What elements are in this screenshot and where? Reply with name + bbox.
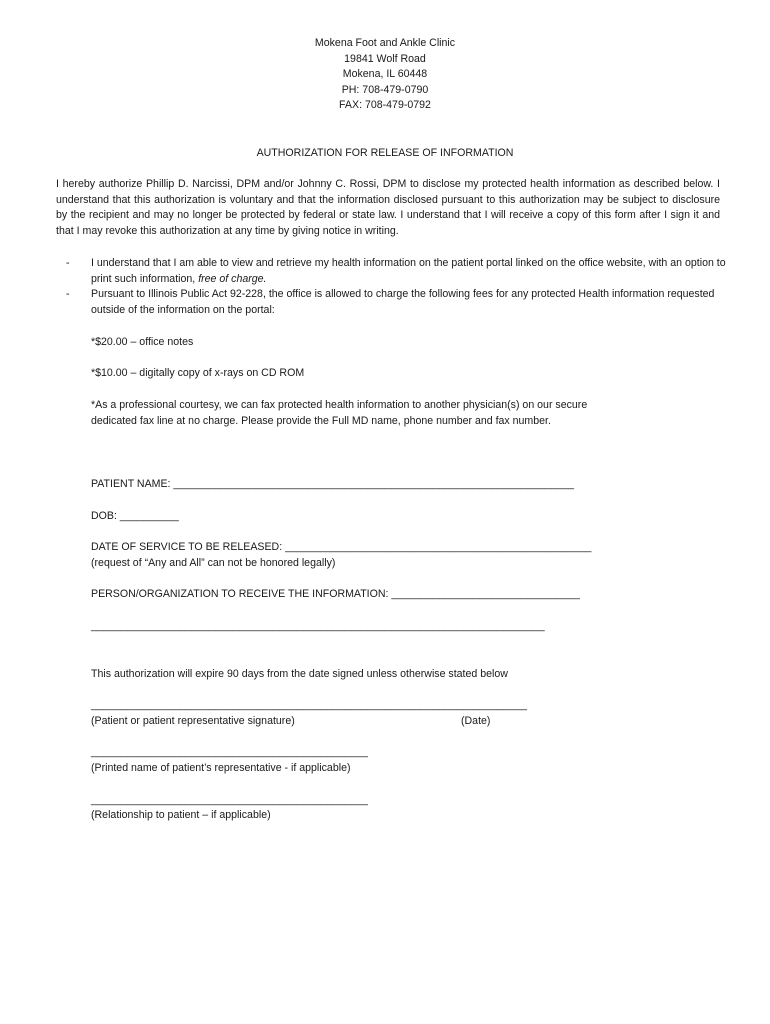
portal-text: I understand that I am able to view and retrieve my health information on the patient portal linked on the office website, with an option to print such information, <box>91 257 726 285</box>
clinic-header <box>0 36 770 114</box>
fax-courtesy-note: *As a professional courtesy, we can fax protected health information to another physician(s) on our secure dedicated fax line at no charge. Please provide the Full MD name, phone number and fax number. <box>91 399 588 427</box>
relationship-caption: (Relationship to patient – if applicable) <box>91 809 271 821</box>
bullet-list <box>56 256 731 318</box>
fee-xrays: *$10.00 – digitally copy of x-rays on CD ROM <box>91 367 305 379</box>
clinic-phone: PH: 708-479-0790 <box>341 83 429 96</box>
bullet-dash: - <box>66 257 70 269</box>
patient-name-field[interactable]: PATIENT NAME: ____________________________________________________________________ <box>91 478 575 490</box>
dob-field[interactable]: DOB: __________ <box>91 510 179 522</box>
signature-line[interactable]: __________________________________________________________________________ <box>91 699 527 711</box>
date-of-service-field[interactable]: DATE OF SERVICE TO BE RELEASED: ____________________________________________________ <box>91 541 592 553</box>
printed-name-line[interactable]: _______________________________________________ <box>91 746 368 758</box>
bullet-fees <box>56 287 731 318</box>
fees-text: Pursuant to Illinois Public Act 92-228, the office is allowed to charge the following fees for any protected Health information requested outside of the information on the portal: <box>91 288 715 316</box>
recipient-field-line2[interactable]: _____________________________________________________________________________ <box>91 620 545 632</box>
signature-caption: (Patient or patient representative signature) <box>91 715 295 727</box>
clinic-fax: FAX: 708-479-0792 <box>339 99 431 112</box>
form-title: AUTHORIZATION FOR RELEASE OF INFORMATION <box>256 147 514 159</box>
any-and-all-note: (request of “Any and All” can not be honored legally) <box>91 557 336 569</box>
relationship-line[interactable]: _______________________________________________ <box>91 794 368 806</box>
bullet-portal <box>56 256 731 287</box>
date-caption: (Date) <box>461 715 491 727</box>
intro-paragraph: I hereby authorize Phillip D. Narcissi, DPM and/or Johnny C. Rossi, DPM to disclose my protected health information as described below. I understand that this authorization is voluntary and that the information disclosed pursuant to this authorization may be subject to disclosure by the recipient and may no longer be protected by federal or state law. I understand that I will receive a copy of this form after I sign it and that I may revoke this authorization at any time by giving notice in writing. <box>56 178 720 237</box>
recipient-field[interactable]: PERSON/ORGANIZATION TO RECEIVE THE INFORMATION: ________________________________ <box>91 588 580 600</box>
expiry-statement: This authorization will expire 90 days from the date signed unless otherwise stated below <box>91 668 508 680</box>
bullet-dash: - <box>66 288 70 301</box>
printed-name-caption: (Printed name of patient’s representative - if applicable) <box>91 762 351 774</box>
fee-office-notes: *$20.00 – office notes <box>91 336 194 348</box>
clinic-city: Mokena, IL 60448 <box>342 68 428 81</box>
clinic-street: 19841 Wolf Road <box>344 52 426 65</box>
free-of-charge-text: free of charge. <box>198 272 267 285</box>
clinic-name: Mokena Foot and Ankle Clinic <box>314 37 456 49</box>
